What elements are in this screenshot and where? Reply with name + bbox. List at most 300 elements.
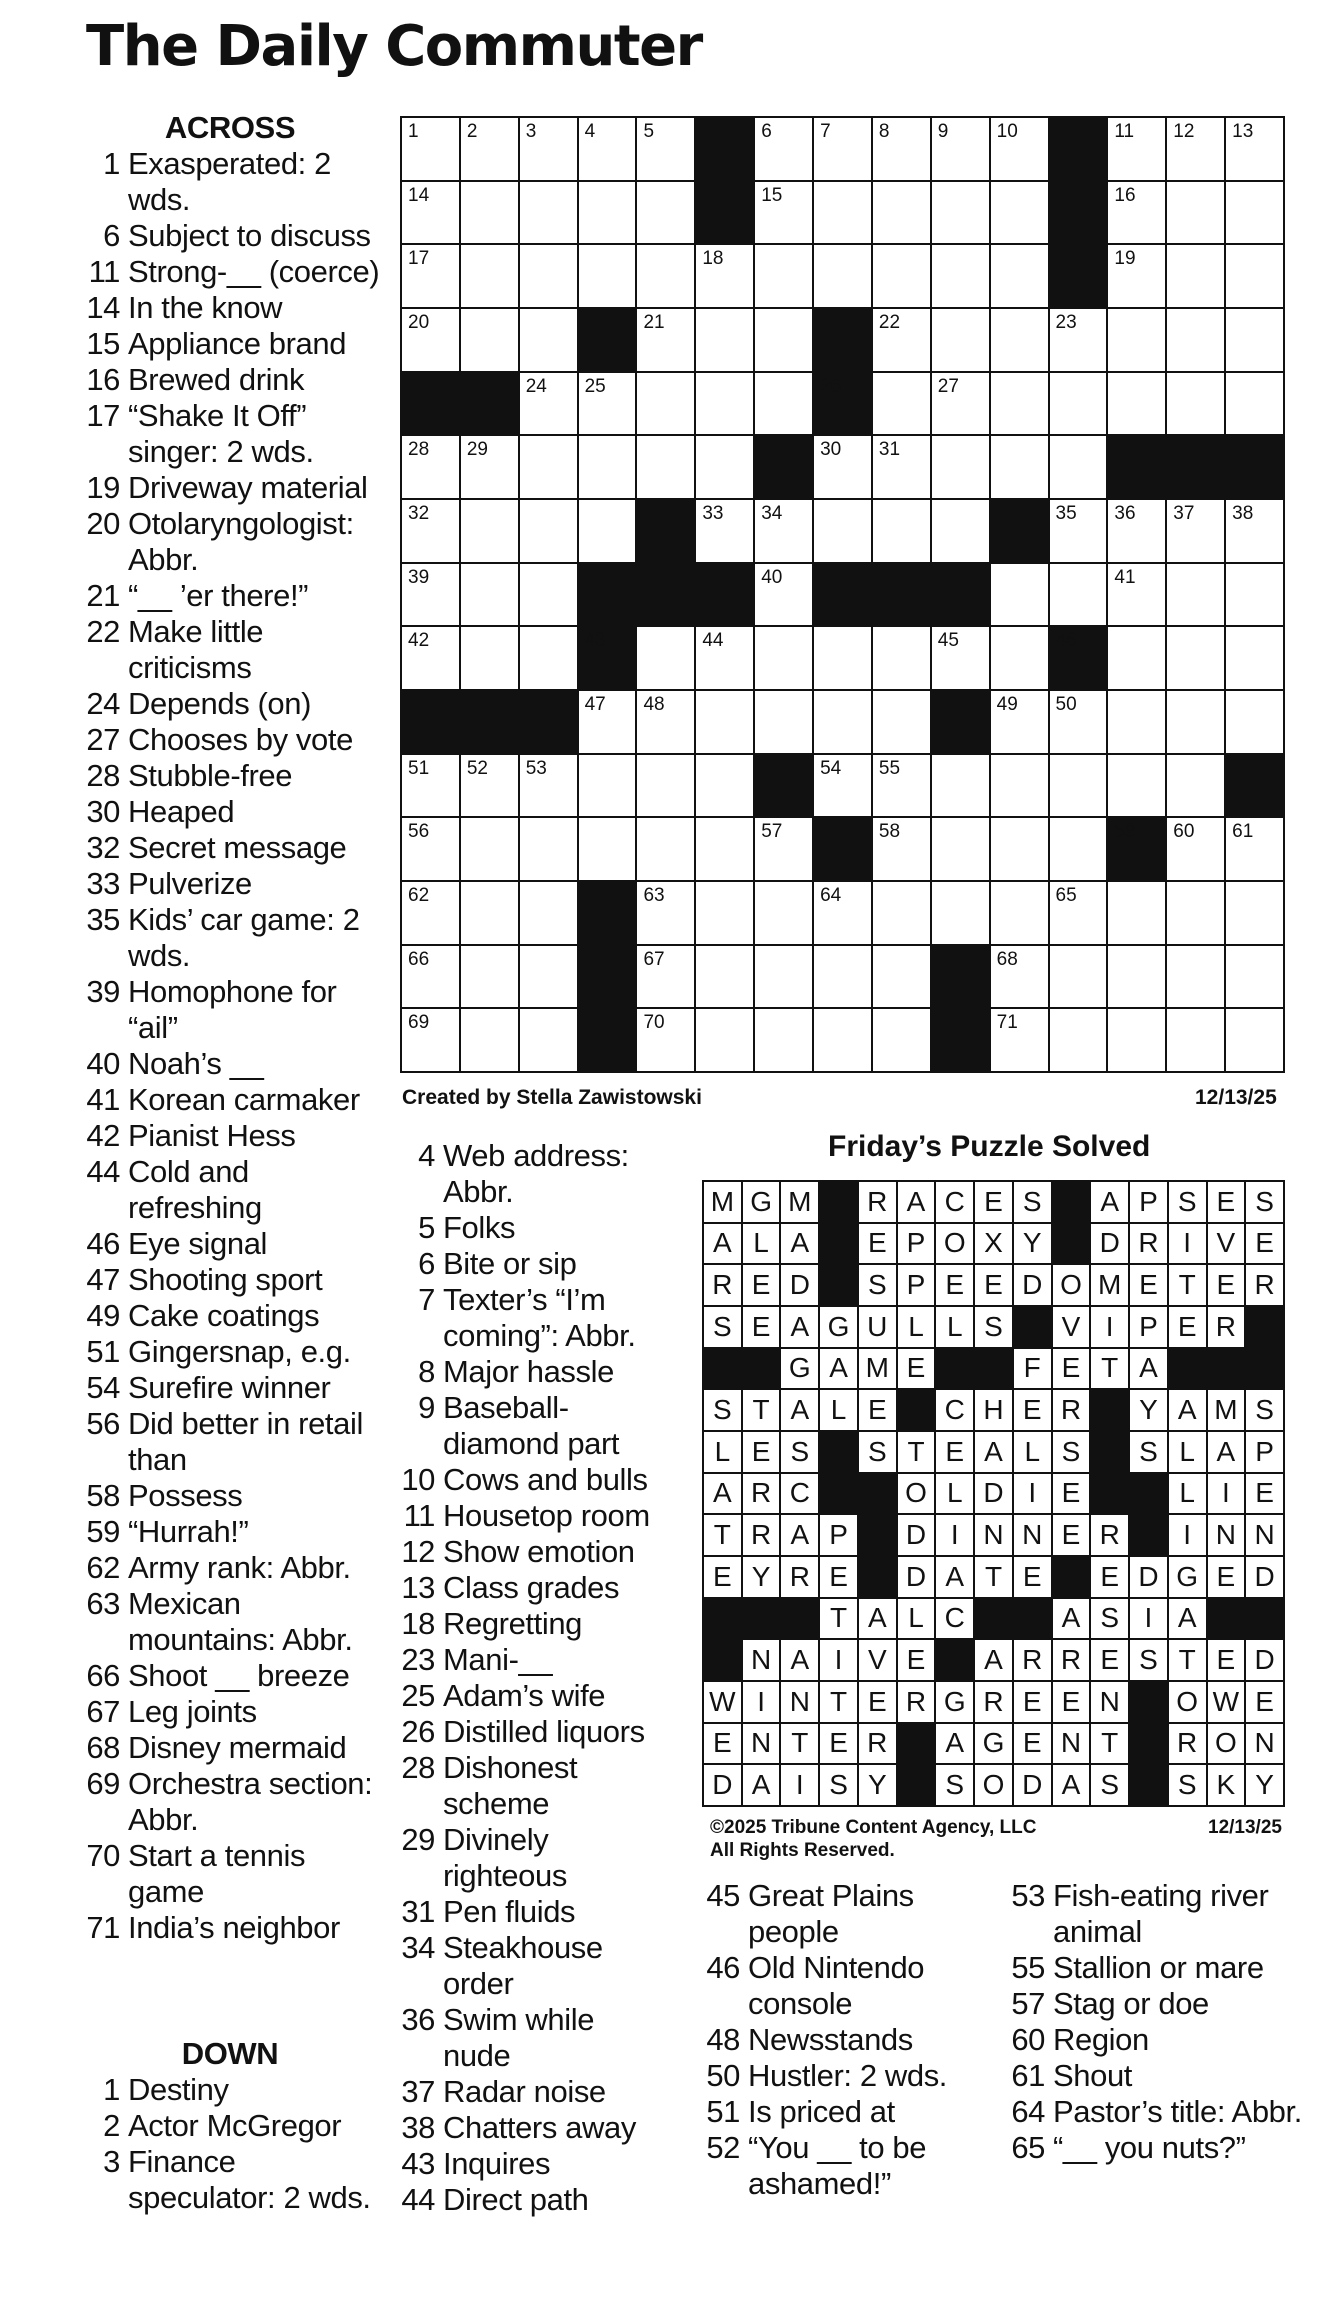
grid-cell[interactable]: [932, 627, 989, 689]
grid-cell[interactable]: [755, 182, 812, 244]
clue-item: [80, 326, 380, 362]
grid-cell[interactable]: [873, 627, 930, 689]
grid-cell[interactable]: [579, 436, 636, 498]
cell-number: 22: [878, 312, 901, 333]
grid-cell[interactable]: [1108, 946, 1165, 1008]
clue-number: 28: [401, 1750, 435, 1785]
solved-letter: T: [975, 1557, 1012, 1597]
grid-cell[interactable]: [755, 118, 812, 180]
grid-cell[interactable]: [991, 182, 1048, 244]
grid-cell[interactable]: [1167, 182, 1224, 244]
grid-cell[interactable]: [755, 373, 812, 435]
solved-letter: R: [743, 1515, 780, 1555]
solved-letter: D: [1014, 1765, 1051, 1805]
clue-number: 31: [401, 1894, 435, 1929]
clue-item: [80, 758, 380, 794]
clue-text: Major hassle: [443, 1354, 614, 1389]
grid-cell[interactable]: [1050, 500, 1107, 562]
solved-letter: P: [1130, 1182, 1167, 1222]
grid-cell[interactable]: [1226, 818, 1283, 880]
grid-cell[interactable]: [579, 818, 636, 880]
grid-cell[interactable]: [461, 1009, 518, 1071]
grid-cell[interactable]: [579, 755, 636, 817]
grid-cell[interactable]: [637, 309, 694, 371]
cell-number: 4: [584, 121, 596, 142]
grid-cell[interactable]: [991, 309, 1048, 371]
clue-item: [395, 1642, 665, 1678]
grid-cell[interactable]: [461, 818, 518, 880]
grid-cell[interactable]: [696, 1009, 753, 1071]
clue-number: 24: [86, 686, 120, 721]
grid-cell[interactable]: [637, 436, 694, 498]
clue-text: Steakhouse order: [443, 1930, 603, 2001]
grid-cell[interactable]: [1226, 564, 1283, 626]
grid-cell[interactable]: [1108, 182, 1165, 244]
solved-block: [859, 1474, 896, 1514]
clue-text: Show emotion: [443, 1534, 635, 1569]
grid-cell[interactable]: [637, 118, 694, 180]
grid-cell[interactable]: [520, 755, 577, 817]
grid-cell[interactable]: [579, 245, 636, 307]
grid-cell[interactable]: [461, 309, 518, 371]
grid-cell[interactable]: [1108, 882, 1165, 944]
grid-cell[interactable]: [873, 818, 930, 880]
cell-number: 25: [584, 375, 606, 397]
solved-letter: R: [859, 1182, 896, 1222]
grid-cell[interactable]: [520, 627, 577, 689]
clue-number: 42: [86, 1118, 120, 1153]
grid-block: [1108, 818, 1165, 880]
clue-text: Did better in retail than: [128, 1406, 363, 1477]
clue-text: Hustler: 2 wds.: [748, 2058, 948, 2093]
grid-cell[interactable]: [991, 1009, 1048, 1071]
clue-number: 27: [86, 722, 120, 757]
grid-cell[interactable]: [991, 118, 1048, 180]
down-list-3: [700, 1878, 1010, 2202]
grid-cell[interactable]: [1108, 564, 1165, 626]
grid-cell[interactable]: [637, 627, 694, 689]
grid-cell[interactable]: [873, 373, 930, 435]
grid-cell[interactable]: [637, 245, 694, 307]
solved-letter: I: [1091, 1307, 1128, 1347]
grid-cell[interactable]: [1167, 818, 1224, 880]
grid-cell[interactable]: [520, 436, 577, 498]
grid-cell[interactable]: [402, 818, 459, 880]
clue-text: Class grades: [443, 1570, 620, 1605]
grid-cell[interactable]: [1167, 1009, 1224, 1071]
grid-cell[interactable]: [755, 1009, 812, 1071]
solved-letter: O: [975, 1765, 1012, 1805]
grid-cell[interactable]: [991, 373, 1048, 435]
grid-cell[interactable]: [814, 627, 871, 689]
grid-cell[interactable]: [873, 691, 930, 753]
clue-text: Start a tennis game: [128, 1838, 306, 1909]
grid-block: [1167, 436, 1224, 498]
grid-cell[interactable]: [461, 564, 518, 626]
grid-cell[interactable]: [579, 182, 636, 244]
grid-cell[interactable]: [1226, 882, 1283, 944]
grid-cell[interactable]: [1167, 309, 1224, 371]
grid-cell[interactable]: [696, 627, 753, 689]
down-clues-col-1: [80, 2036, 380, 2216]
grid-cell[interactable]: [873, 1009, 930, 1071]
grid-cell[interactable]: [402, 627, 459, 689]
grid-cell[interactable]: [1108, 245, 1165, 307]
clue-item: [80, 866, 380, 902]
solved-letter: R: [859, 1724, 896, 1764]
solved-letter: N: [1208, 1515, 1245, 1555]
solved-letter: A: [781, 1224, 818, 1264]
grid-cell[interactable]: [991, 245, 1048, 307]
grid-cell[interactable]: [932, 118, 989, 180]
grid-cell[interactable]: [696, 436, 753, 498]
grid-cell[interactable]: [637, 1009, 694, 1071]
grid-cell[interactable]: [1226, 182, 1283, 244]
grid-cell[interactable]: [873, 500, 930, 562]
grid-cell[interactable]: [520, 946, 577, 1008]
clue-item: [395, 1606, 665, 1642]
clue-item: [395, 1534, 665, 1570]
solved-letter: E: [1053, 1349, 1090, 1389]
clue-number: 60: [1011, 2022, 1045, 2057]
grid-cell[interactable]: [520, 118, 577, 180]
grid-cell[interactable]: [814, 118, 871, 180]
grid-cell[interactable]: [755, 882, 812, 944]
solved-letter: S: [820, 1765, 857, 1805]
clue-number: 18: [401, 1606, 435, 1641]
grid-cell[interactable]: [1108, 691, 1165, 753]
clue-text: Great Plains people: [748, 1878, 914, 1949]
grid-cell[interactable]: [932, 182, 989, 244]
grid-cell[interactable]: [873, 436, 930, 498]
grid-cell[interactable]: [1050, 691, 1107, 753]
grid-cell[interactable]: [814, 946, 871, 1008]
clue-item: [80, 722, 380, 758]
grid-cell[interactable]: [520, 500, 577, 562]
clue-number: 11: [88, 254, 120, 289]
grid-cell[interactable]: [1167, 946, 1224, 1008]
grid-cell[interactable]: [755, 691, 812, 753]
grid-cell[interactable]: [991, 691, 1048, 753]
solved-letter: N: [1246, 1724, 1283, 1764]
grid-cell[interactable]: [520, 373, 577, 435]
clue-text: Strong-__ (coerce): [128, 254, 380, 289]
grid-cell[interactable]: [1108, 309, 1165, 371]
solved-letter: A: [781, 1640, 818, 1680]
clue-item: [395, 1498, 665, 1534]
solved-letter: N: [975, 1515, 1012, 1555]
grid-cell[interactable]: [1108, 118, 1165, 180]
grid-cell[interactable]: [991, 818, 1048, 880]
grid-cell[interactable]: [991, 627, 1048, 689]
grid-cell[interactable]: [696, 755, 753, 817]
clue-text: Baseball-diamond part: [443, 1390, 620, 1461]
clue-text: “__ you nuts?”: [1053, 2130, 1246, 2165]
grid-cell[interactable]: [1050, 882, 1107, 944]
grid-cell[interactable]: [873, 882, 930, 944]
grid-cell[interactable]: [1226, 627, 1283, 689]
grid-cell[interactable]: [755, 309, 812, 371]
grid-cell[interactable]: [1226, 309, 1283, 371]
grid-cell[interactable]: [696, 882, 753, 944]
grid-cell[interactable]: [1050, 818, 1107, 880]
grid-cell[interactable]: [1050, 755, 1107, 817]
grid-cell[interactable]: [1108, 373, 1165, 435]
grid-cell[interactable]: [814, 436, 871, 498]
grid-cell[interactable]: [461, 946, 518, 1008]
grid-cell[interactable]: [1108, 1009, 1165, 1071]
solved-letter: R: [1091, 1515, 1128, 1555]
clue-number: 63: [86, 1586, 120, 1621]
grid-cell[interactable]: [696, 818, 753, 880]
grid-cell[interactable]: [932, 500, 989, 562]
grid-cell[interactable]: [402, 309, 459, 371]
grid-cell[interactable]: [402, 1009, 459, 1071]
grid-cell[interactable]: [1050, 946, 1107, 1008]
grid-cell[interactable]: [461, 436, 518, 498]
grid-cell[interactable]: [1167, 755, 1224, 817]
grid-cell[interactable]: [520, 564, 577, 626]
solved-letter: E: [936, 1432, 973, 1472]
grid-cell[interactable]: [1167, 500, 1224, 562]
grid-cell[interactable]: [1108, 755, 1165, 817]
solved-letter: A: [704, 1224, 741, 1264]
grid-cell[interactable]: [1226, 691, 1283, 753]
grid-cell[interactable]: [402, 245, 459, 307]
clue-item: [80, 1658, 380, 1694]
clue-text: Bite or sip: [443, 1246, 577, 1281]
grid-cell[interactable]: [814, 500, 871, 562]
grid-cell[interactable]: [637, 882, 694, 944]
grid-cell[interactable]: [402, 755, 459, 817]
grid-cell[interactable]: [1167, 627, 1224, 689]
solved-letter: G: [936, 1682, 973, 1722]
clue-item: [80, 362, 380, 398]
grid-cell[interactable]: [1050, 1009, 1107, 1071]
grid-cell[interactable]: [1108, 500, 1165, 562]
grid-cell[interactable]: [579, 500, 636, 562]
grid-cell[interactable]: [991, 564, 1048, 626]
grid-cell[interactable]: [1167, 118, 1224, 180]
grid-cell[interactable]: [755, 627, 812, 689]
grid-cell[interactable]: [696, 946, 753, 1008]
clue-number: 28: [86, 758, 120, 793]
solved-block: [975, 1599, 1012, 1639]
clue-number: 7: [418, 1282, 435, 1317]
grid-cell[interactable]: [814, 691, 871, 753]
grid-cell[interactable]: [402, 500, 459, 562]
cell-number: 42: [408, 630, 430, 652]
grid-cell[interactable]: [1050, 309, 1107, 371]
grid-cell[interactable]: [402, 946, 459, 1008]
grid-cell[interactable]: [1167, 373, 1224, 435]
grid-cell[interactable]: [461, 882, 518, 944]
grid-cell[interactable]: [696, 373, 753, 435]
grid-cell[interactable]: [873, 946, 930, 1008]
grid-cell[interactable]: [1050, 436, 1107, 498]
grid-block: [579, 946, 636, 1008]
grid-cell[interactable]: [402, 182, 459, 244]
grid-cell[interactable]: [579, 691, 636, 753]
clue-text: Exasperated: 2 wds.: [128, 146, 331, 217]
grid-cell[interactable]: [873, 245, 930, 307]
clue-text: Is priced at: [748, 2094, 895, 2129]
down-list-4: [1005, 1878, 1305, 2166]
grid-cell[interactable]: [1226, 1009, 1283, 1071]
grid-cell[interactable]: [461, 500, 518, 562]
clue-number: 46: [86, 1226, 120, 1261]
clue-text: Region: [1053, 2022, 1149, 2057]
grid-cell[interactable]: [520, 818, 577, 880]
grid-cell[interactable]: [1050, 564, 1107, 626]
clue-number: 2: [103, 2108, 120, 2143]
clue-text: Mani-__: [443, 1642, 553, 1677]
grid-cell[interactable]: [814, 755, 871, 817]
clue-number: 41: [86, 1082, 120, 1117]
grid-cell[interactable]: [755, 245, 812, 307]
solved-letter: G: [975, 1724, 1012, 1764]
cell-number: 28: [408, 439, 430, 461]
grid-cell[interactable]: [1050, 373, 1107, 435]
solved-letter: E: [1053, 1474, 1090, 1514]
clue-text: Divinely righteous: [443, 1822, 567, 1893]
solved-block: [898, 1390, 935, 1430]
grid-block: [814, 309, 871, 371]
grid-cell[interactable]: [991, 946, 1048, 1008]
grid-cell[interactable]: [637, 373, 694, 435]
crossword-grid[interactable]: [400, 116, 1285, 1073]
grid-block: [579, 309, 636, 371]
grid-cell[interactable]: [520, 309, 577, 371]
grid-cell[interactable]: [1226, 373, 1283, 435]
grid-cell[interactable]: [520, 245, 577, 307]
grid-cell[interactable]: [696, 309, 753, 371]
grid-cell[interactable]: [461, 755, 518, 817]
grid-cell[interactable]: [873, 118, 930, 180]
grid-cell[interactable]: [520, 1009, 577, 1071]
grid-cell[interactable]: [932, 373, 989, 435]
solved-letter: T: [1169, 1265, 1206, 1305]
solved-letter: H: [975, 1390, 1012, 1430]
grid-cell[interactable]: [520, 182, 577, 244]
grid-cell[interactable]: [402, 564, 459, 626]
clue-item: [80, 1370, 380, 1406]
solved-letter: S: [975, 1307, 1012, 1347]
grid-cell[interactable]: [637, 818, 694, 880]
grid-cell[interactable]: [1226, 245, 1283, 307]
grid-cell[interactable]: [932, 755, 989, 817]
grid-cell[interactable]: [814, 182, 871, 244]
clue-number: 68: [86, 1730, 120, 1765]
cell-number: 10: [996, 121, 1018, 142]
grid-cell[interactable]: [696, 691, 753, 753]
cell-number: 41: [1114, 566, 1136, 588]
grid-cell[interactable]: [1226, 946, 1283, 1008]
grid-cell[interactable]: [932, 818, 989, 880]
cell-number: 58: [878, 821, 901, 843]
grid-cell[interactable]: [755, 500, 812, 562]
grid-cell[interactable]: [637, 691, 694, 753]
grid-cell[interactable]: [461, 182, 518, 244]
grid-cell[interactable]: [520, 882, 577, 944]
solved-letter: F: [1014, 1349, 1051, 1389]
clue-text: Stubble-free: [128, 758, 293, 793]
grid-cell[interactable]: [873, 309, 930, 371]
cell-number: 32: [408, 503, 430, 524]
clue-number: 55: [1011, 1950, 1045, 1985]
clue-number: 70: [86, 1838, 120, 1873]
grid-cell[interactable]: [637, 946, 694, 1008]
cell-number: 59: [1114, 821, 1136, 843]
grid-cell[interactable]: [696, 500, 753, 562]
grid-cell[interactable]: [579, 373, 636, 435]
grid-cell[interactable]: [814, 1009, 871, 1071]
grid-cell[interactable]: [991, 882, 1048, 944]
grid-cell[interactable]: [1226, 118, 1283, 180]
clue-item: [700, 1878, 1010, 1950]
grid-cell[interactable]: [461, 118, 518, 180]
solved-letter: D: [898, 1515, 935, 1555]
clue-text: “Hurrah!”: [128, 1514, 249, 1549]
grid-cell[interactable]: [932, 882, 989, 944]
grid-cell[interactable]: [991, 755, 1048, 817]
clue-item: [395, 1246, 665, 1282]
grid-cell[interactable]: [1167, 564, 1224, 626]
clue-text: Chatters away: [443, 2110, 636, 2145]
clue-text: Chooses by vote: [128, 722, 353, 757]
grid-cell[interactable]: [402, 882, 459, 944]
clue-item: [80, 1298, 380, 1334]
solved-letter: M: [1091, 1265, 1128, 1305]
grid-cell[interactable]: [755, 946, 812, 1008]
solved-letter: O: [1208, 1724, 1245, 1764]
cell-number: 68: [996, 948, 1018, 970]
clue-text: Housetop room: [443, 1498, 650, 1533]
solved-letter: E: [704, 1557, 741, 1597]
grid-cell[interactable]: [461, 627, 518, 689]
grid-cell[interactable]: [991, 436, 1048, 498]
grid-cell[interactable]: [1167, 882, 1224, 944]
grid-cell[interactable]: [1167, 245, 1224, 307]
grid-cell[interactable]: [637, 755, 694, 817]
grid-cell[interactable]: [932, 436, 989, 498]
solved-letter: Y: [1130, 1390, 1167, 1430]
grid-cell[interactable]: [1226, 500, 1283, 562]
clue-number: 32: [86, 830, 120, 865]
grid-cell[interactable]: [873, 182, 930, 244]
grid-cell[interactable]: [932, 309, 989, 371]
grid-cell[interactable]: [402, 436, 459, 498]
grid-cell[interactable]: [637, 182, 694, 244]
grid-cell[interactable]: [402, 118, 459, 180]
grid-cell[interactable]: [755, 564, 812, 626]
grid-cell[interactable]: [814, 245, 871, 307]
grid-cell[interactable]: [696, 245, 753, 307]
grid-cell[interactable]: [932, 245, 989, 307]
grid-cell[interactable]: [814, 882, 871, 944]
grid-cell[interactable]: [873, 755, 930, 817]
solved-letter: T: [1169, 1640, 1206, 1680]
grid-cell[interactable]: [1167, 691, 1224, 753]
across-list: [80, 146, 380, 1946]
cell-number: 27: [937, 375, 959, 397]
grid-cell[interactable]: [1108, 627, 1165, 689]
cell-number: 69: [408, 1012, 430, 1034]
solved-letter: I: [1169, 1515, 1206, 1555]
grid-cell[interactable]: [579, 118, 636, 180]
grid-cell[interactable]: [461, 245, 518, 307]
grid-cell[interactable]: [755, 818, 812, 880]
